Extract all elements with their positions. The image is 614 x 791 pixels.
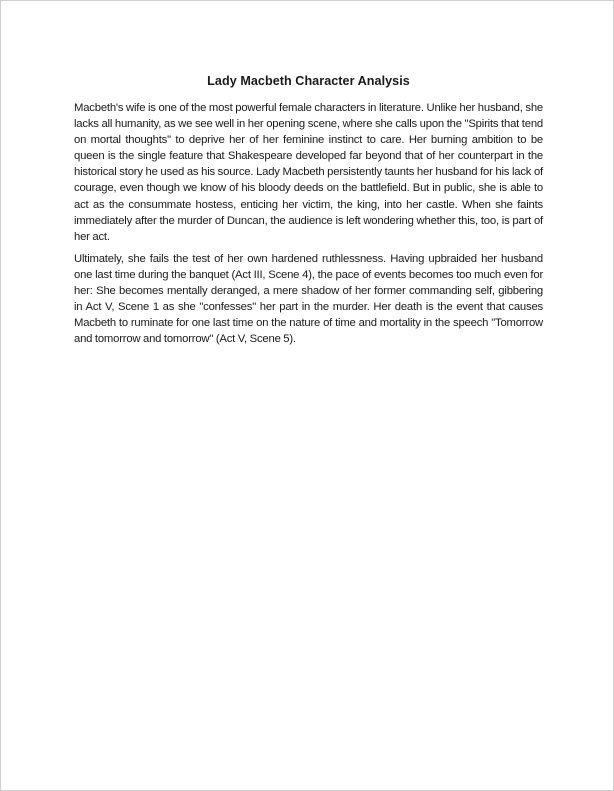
document-body	[74, 71, 543, 353]
document-title: Lady Macbeth Character Analysis	[207, 74, 410, 88]
paragraph-1: Macbeth's wife is one of the most powerful female characters in literature. Unlike her husband, she lacks all humanity, as we see well in her opening scene, where she calls upon the "Spirits that tend on mortal thoughts" to deprive her of her feminine instinct to care. Her burning ambition to be queen is the single feature that Shakespeare developed far beyond that of her counterpart in the historical story he used as his source. Lady Macbeth persistently taunts her husband for his lack of courage, even though we know of his bloody deeds on the battlefield. But in public, she is able to act as the consummate hostess, enticing her victim, the king, into her castle. When she faints immediately after the murder of Duncan, the audience is left wondering whether this, too, is part of her act.	[74, 102, 543, 243]
paragraph-2: Ultimately, she fails the test of her own hardened ruthlessness. Having upbraided her husband one last time during the banquet (Act III, Scene 4), the pace of events becomes too much even for her: She becomes mentally deranged, a mere shadow of her former commanding self, gibbering in Act V, Scene 1 as she "confesses" her part in the murder. Her death is the event that causes Macbeth to ruminate for one last time on the nature of time and mortality in the speech "Tomorrow and tomorrow and tomorrow" (Act V, Scene 5).	[74, 252, 543, 346]
